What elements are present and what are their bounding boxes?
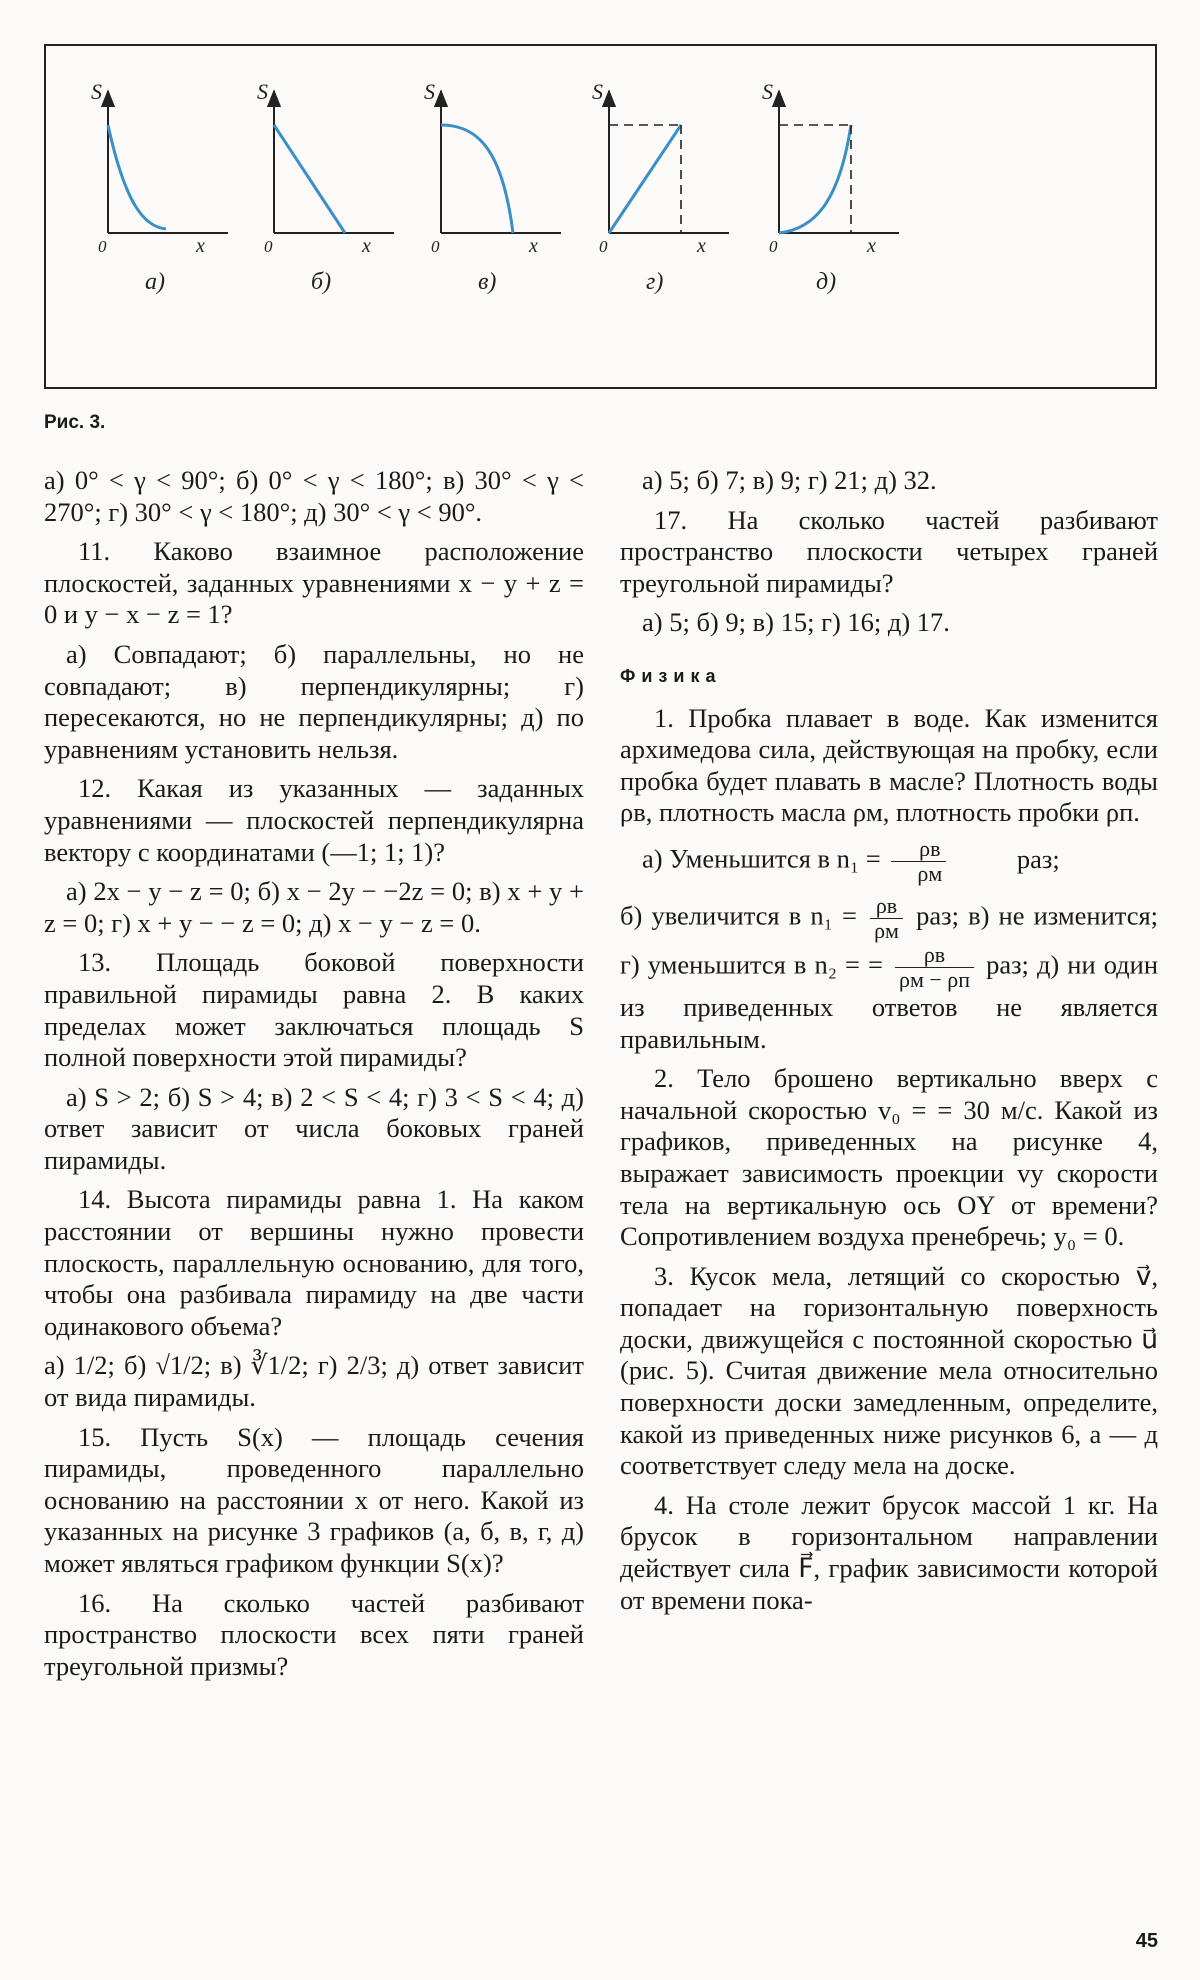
- curve-line: [441, 125, 513, 233]
- answer-options-13: а) S > 2; б) S > 4; в) 2 < S < 4; г) 3 < S < 4; д) ответ зависит от числа боковых граней пирамиды.: [44, 1081, 584, 1175]
- question-text: Какая из указанных — заданных уравнениями — плоскостей перпендикулярна вектору с координатами (—1; 1; 1)?: [44, 773, 584, 867]
- axis-label-x: x: [867, 235, 876, 257]
- question-text: Тело брошено вертикально вверх с начальной скоростью v₀ = = 30 м/с. Какой из графиков, приведенных на рисунке 4, выражает зависимость проекции vy скорости тела на вертикальную ось OY от времени? Сопротивлением воздуха пренебречь; y₀ = 0.: [620, 1063, 1158, 1252]
- graph-panel: [762, 79, 899, 295]
- question-text: На столе лежит брусок массой 1 кг. На брусок в горизонтальном направлении действует сила F⃗, график зависимости которой от времени пока-: [620, 1489, 1158, 1615]
- axis-label-x: x: [697, 235, 706, 257]
- question-text: Площадь боковой поверхности правильной пирамиды равна 2. В каких пределах может заключаться площадь S полной поверхности этой пирамиды?: [44, 947, 584, 1073]
- question-16: [44, 1588, 584, 1683]
- figure-3-graphs: [46, 46, 1159, 391]
- answer-options-b-d: [620, 894, 1158, 1055]
- page-number: 45: [1135, 1930, 1158, 1952]
- fraction-denominator: ρм − ρп: [898, 966, 971, 992]
- question-11: [44, 536, 584, 631]
- origin-label: 0: [769, 237, 778, 256]
- panel-label: г): [646, 269, 664, 295]
- axis-label-s: S: [424, 79, 435, 104]
- figure-caption: Рис. 3.: [44, 412, 106, 433]
- axis-label-x: x: [196, 235, 205, 257]
- question-number: 17.: [654, 504, 688, 535]
- question-text: Кусок мела, летящий со скоростью v⃗, попадает на горизонтальную поверхность доски, движущейся с постоянной скоростью u⃗ (рис. 5). Считая движение мела относительно поверхности доски замедленным, определите, какой из приведенных ниже рисунков 6, а — д соответствует следу мела на доске.: [620, 1260, 1158, 1481]
- question-text: Высота пирамиды равна 1. На каком расстоянии от вершины нужно провести плоскость, параллельную основанию, для того, чтобы она разбивала пирамиду на две части одинакового объема?: [44, 1184, 584, 1341]
- physics-question-2: [620, 1063, 1158, 1253]
- fraction-denominator: ρм: [874, 917, 899, 943]
- question-text: На сколько частей разбивают пространство плоскости четырех граней треугольной пирамиды?: [620, 504, 1159, 598]
- answer-options-17: а) 5; б) 9; в) 15; г) 16; д) 17.: [642, 607, 950, 638]
- answer-option-a: [620, 837, 1158, 886]
- question-number: 12.: [78, 773, 112, 804]
- fraction: [895, 943, 974, 992]
- question-text: На сколько частей разбивают пространство плоскости всех пяти граней треугольной призмы?: [44, 1587, 585, 1681]
- fraction-denominator: ρм: [917, 860, 943, 886]
- answer-options-10: а) 0° < γ < 90°; б) 0° < γ < 180°; в) 30° < γ < 270°; г) 30° < γ < 180°; д) 30° < γ < 90°.: [44, 465, 584, 527]
- equals-sign: =: [867, 949, 883, 980]
- physics-question-3: [620, 1261, 1158, 1482]
- graph-panel: [257, 79, 394, 295]
- question-text: Пусть S(x) — площадь сечения пирамиды, проведенного параллельно основанию на расстоянии x от него. Какой из указанных на рисунке 3 графиков (а, б, в, г, д) может являться графиком функции S(x)?: [44, 1421, 584, 1578]
- question-14: [44, 1184, 584, 1342]
- graph-panel: [592, 79, 729, 295]
- curve-line: [779, 125, 851, 233]
- panel-label: а): [145, 269, 165, 295]
- physics-question-1: [620, 703, 1158, 829]
- option-text: раз; д) ни один из приведенных ответов не является правильным.: [620, 949, 1159, 1054]
- option-text: раз;: [1016, 843, 1060, 874]
- axis-label-x: x: [362, 235, 371, 257]
- axis-label-s: S: [257, 79, 268, 104]
- question-text: Пробка плавает в воде. Как изменится архимедова сила, действующая на пробку, если пробка будет плавать в масле? Плотность воды ρв, плотность масла ρм, плотность пробки ρп.: [620, 702, 1158, 828]
- question-number: 4.: [654, 1489, 674, 1520]
- origin-label: 0: [98, 237, 107, 256]
- curve-line: [274, 125, 345, 233]
- question-17: [620, 505, 1158, 600]
- axis-label-x: x: [529, 235, 538, 257]
- section-heading-physics: Физика: [620, 665, 722, 686]
- question-15: [44, 1422, 584, 1580]
- question-13: [44, 947, 584, 1073]
- fraction-numerator: ρв: [895, 943, 974, 968]
- question-number: 3.: [654, 1260, 674, 1291]
- fraction-numerator: ρв: [870, 894, 903, 919]
- fraction: [870, 894, 903, 943]
- question-number: 15.: [78, 1421, 112, 1452]
- question-number: 1.: [654, 702, 674, 733]
- answer-options-14: а) 1/2; б) √1/2; в) ∛1/2; г) 2/3; д) ответ зависит от вида пирамиды.: [44, 1350, 584, 1413]
- option-text: а) Уменьшится в n₁ =: [642, 843, 881, 874]
- right-column: [620, 465, 1158, 1624]
- origin-label: 0: [599, 237, 608, 256]
- panel-label: б): [311, 269, 332, 295]
- answer-options-16: а) 5; б) 7; в) 9; г) 21; д) 32.: [642, 465, 937, 495]
- answer-options-11: а) Совпадают; б) параллельны, но не совпадают; в) перпендикулярны; г) пересекаются, но не перпендикулярны; д) по уравнениям установить нельзя.: [44, 638, 584, 764]
- question-number: 16.: [78, 1587, 112, 1618]
- panel-label: д): [816, 269, 837, 295]
- curve-line: [108, 125, 166, 229]
- answer-options-12: а) 2x − y − z = 0; б) x − 2y − −2z = 0; в) x + y + z = 0; г) x + y − − z = 0; д) x − y − z = 0.: [44, 876, 584, 938]
- fraction-numerator: ρв: [891, 837, 946, 862]
- panel-label: в): [478, 269, 497, 295]
- question-12: [44, 773, 584, 868]
- question-number: 11.: [78, 536, 111, 567]
- question-number: 2.: [654, 1063, 674, 1094]
- curve-line: [609, 125, 681, 233]
- question-number: 13.: [78, 947, 112, 978]
- origin-label: 0: [264, 237, 273, 256]
- question-text: Каково взаимное расположение плоскостей, заданных уравнениями x − y + z = 0 и y − x − z = 1?: [44, 536, 584, 630]
- graph-panel: [424, 79, 561, 295]
- option-text: раз; в) не изменится; г) уменьшится в n₂ =: [620, 900, 1159, 980]
- axis-label-s: S: [762, 79, 773, 104]
- axis-label-s: S: [91, 79, 102, 104]
- option-text: б) увеличится в n₁ =: [620, 900, 857, 931]
- figure-3: [44, 44, 1157, 389]
- left-column: [44, 465, 584, 1690]
- physics-question-4: [620, 1490, 1158, 1616]
- origin-label: 0: [431, 237, 440, 256]
- question-number: 14.: [78, 1184, 112, 1215]
- fraction: [891, 837, 946, 886]
- graph-panel: [91, 79, 228, 295]
- axis-label-s: S: [592, 79, 603, 104]
